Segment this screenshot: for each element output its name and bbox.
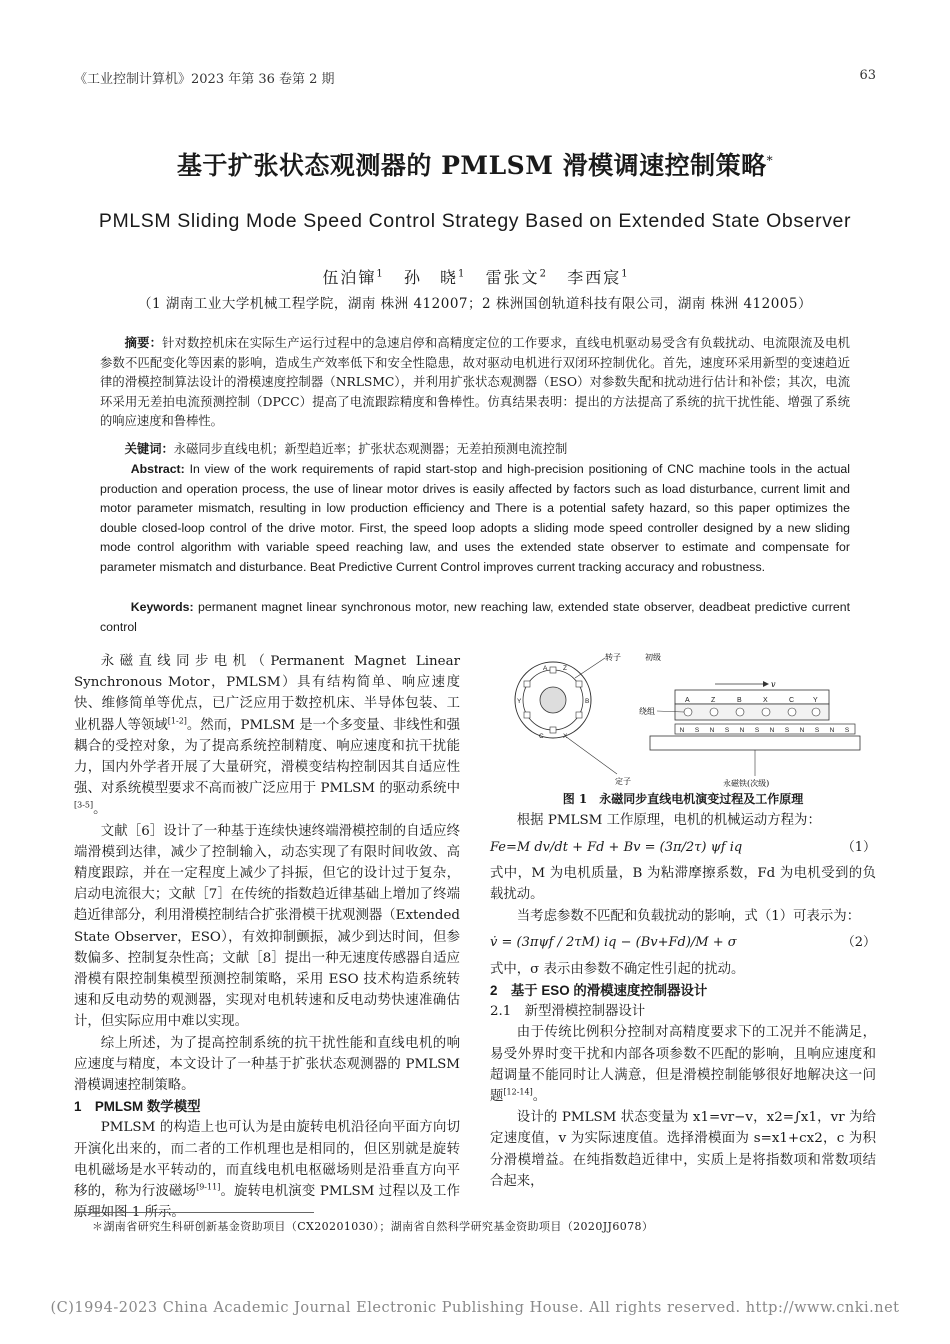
rotor-slot [550, 667, 556, 673]
citation: [9-11] [196, 1182, 221, 1192]
intro-text-cont: 。然而，PMLSM 是一个多变量、非线性和强耦合的受控对象，为了提高系统控制精度、响应速度和抗干扰能力，国内外学者开展了大量研究，滑模变结构控制因其自适应性强、对系统模型要求不高而被广泛应用于 PMLSM 的驱动系统中 [74, 717, 460, 797]
rotor-disc [540, 687, 566, 713]
smc-text-end: 。 [532, 1089, 547, 1105]
abstract-en-text: In view of the work requirements of rapid start-stop and high-precision positioning of CNC machine tools in the actual production and operation process, the use of linear motor drives is easily affected by factors such as load disturbance, current limit and motor parameter mismatch, resulting in low production efficiency and There is a potential safety hazard, so this paper optimizes the double closed-loop control of the drive motor. First, the speed loop adopts a sliding mode speed controller designed by a new sliding mode control algorithm with variable speed reaching law, and uses the extended state observer to estimate and compensate for parameter mismatch and disturbance. Beat Predictive Current Control improves current tracking accuracy and robustness. [100, 462, 851, 574]
keywords-en-label: Keywords: [130, 600, 194, 614]
velocity-arrowhead [763, 681, 769, 687]
stator-leader-line [565, 736, 617, 774]
title-footnote-mark: * [766, 153, 774, 168]
intro-text: 永磁直线同步电机（Permanent Magnet Linear Synchronous Motor，PMLSM）具有结构简单、响应速度快、维修简单等优点，已广泛应用于数控机床、半导体包装、工业机器人等领域 [74, 654, 460, 733]
right-column [490, 810, 876, 1192]
keywords-cn-text: 永磁同步直线电机；新型趋近率；扩张状态观测器；无差拍预测电流控制 [173, 442, 568, 456]
equation-1-explanation: 式中，M 为电机质量，B 为粘滞摩擦系数，Fd 为电机受到的负载扰动。 [490, 866, 876, 903]
magnet-pole: N [769, 727, 775, 734]
section1-text-end: 。旋转电机演变 PMLSM 过程以及工作原理如图 1 所示。 [74, 1184, 461, 1221]
winding-label: 绕组 [639, 707, 655, 716]
rotor-label: 转子 [605, 653, 621, 662]
intro-paragraph-2: 文献［6］设计了一种基于连续快速终端滑模控制的自适应终端滑模到达律，减少了控制输入，动态实现了有限时间收敛、高精度跟踪，并在一定程度上减少了抖振，但它的设计过于复杂，启动电流很大；文献［7］在传统的指数趋近律基础上增加了终端趋近律部分，利用滑模控制结合扩张滑模干扰观测器（Extended State Observer，ESO），有效抑制颤振，减少到达时间，但参数偏多、控制复杂性高；文献［8］提出一种无速度传感器自适应滑模有限控制集模型预测控制策略，采用 ESO 技术构造系统转速和反电动势的观测器，实现对电机转速和反电动势快速准确估计，但实际应用中难以实现。 [74, 823, 460, 1030]
citation: [12-14] [503, 1087, 533, 1097]
magnet-pole: N [679, 727, 685, 734]
rotor-leader-line [575, 658, 605, 678]
figure-1-caption: 图 1 永磁同步直线电机演变过程及工作原理 [562, 792, 804, 806]
coil [684, 708, 692, 716]
magnet-pole: S [814, 727, 820, 734]
left-column [74, 651, 460, 1223]
intro-text-end: 。 [93, 802, 107, 818]
coil [762, 708, 770, 716]
funding-footnote: ＊湖南省研究生科研创新基金资助项目（CX20201030）；湖南省自然科学研究基金资助项目（2020JJ6078） [92, 1220, 654, 1233]
stator-label: 定子 [615, 777, 631, 786]
author-list [0, 265, 950, 288]
section-heading-1: 1 PMLSM 数学模型 [74, 1099, 201, 1115]
rotor-slot [576, 681, 582, 687]
smc-paragraph-2: 设计的 PMLSM 状态变量为 x1=vr−v，x2=∫x1，vr 为给定速度值，v 为实际速度值。选择滑模面为 s=x1+cx2，c 为积分滑模增益。在纯指数趋近律中，实质上是将指数项和常数项结合起来， [490, 1110, 876, 1189]
keywords-en-text: permanent magnet linear synchronous motor, new reaching law, extended state observer, deadbeat predictive current control [100, 600, 850, 634]
keywords-cn-label: 关键词： [124, 441, 174, 456]
equation-1 [490, 831, 876, 863]
magnet-pole: S [784, 727, 790, 734]
rotor-slot [576, 712, 582, 718]
magnet-pole: N [799, 727, 805, 734]
slot-letter: Y [813, 697, 818, 704]
affiliation-line: （1 湖南工业大学机械工程学院，湖南 株洲 412007；2 株洲国创轨道科技有限公司，湖南 株洲 412005） [138, 296, 812, 312]
slot-letter: A [685, 697, 690, 704]
primary-label: 初级 [645, 653, 661, 662]
magnet-pole: N [739, 727, 745, 734]
rotor-slot [524, 712, 530, 718]
footnote-rule [74, 1212, 314, 1213]
title-chinese [0, 146, 950, 182]
coil [736, 708, 744, 716]
rotor-letter: Z [563, 665, 567, 672]
intro-paragraph-1 [74, 651, 460, 821]
running-header-journal: 《工业控制计算机》2023 年第 36 卷第 2 期 [74, 72, 335, 87]
slot-letter: C [789, 697, 795, 704]
equation-1-number: （1） [841, 839, 876, 855]
primary-slots [675, 704, 829, 720]
abstract-en-label: Abstract: [130, 462, 185, 476]
cnki-copyright-line: (C)1994-2023 China Academic Journal Electronic Publishing House. All rights reserved. http://www.cnki.net [50, 1300, 900, 1316]
author-affiliation-mark: 1 [621, 268, 628, 280]
author-name: 雷张文 [485, 268, 540, 287]
abstract-cn-label: 摘要： [124, 335, 163, 350]
section-heading-2: 2 基于 ESO 的滑模速度控制器设计 [490, 983, 708, 999]
equation-2-explanation: 式中，σ 表示由参数不确定性引起的扰动。 [490, 961, 745, 977]
slot-letter: B [737, 697, 742, 704]
secondary-label: 永磁铁(次级) [723, 779, 770, 788]
equation-2-body: v̇ = (3πψf / 2τM) iq − (Bv+Fd)/M + σ [490, 935, 737, 951]
keywords-english [100, 598, 850, 637]
citation: [3-5] [74, 800, 94, 810]
magnet-row [675, 724, 855, 734]
abstract-english [100, 460, 850, 577]
magnet-pole: S [844, 727, 850, 734]
magnet-pole: N [829, 727, 835, 734]
subsection-heading-2-1: 2.1 新型滑模控制器设计 [490, 1004, 646, 1020]
title-english: PMLSM Sliding Mode Speed Control Strategy Based on Extended State Observer [98, 210, 852, 232]
author-affiliation-mark: 2 [539, 268, 547, 280]
author-affiliation-mark: 1 [457, 268, 465, 280]
equation-2-number: （2） [841, 935, 876, 951]
title-cn-text: 基于扩张状态观测器的 PMLSM 滑模调速控制策略 [176, 151, 767, 180]
rotor-letter: Y [517, 698, 522, 705]
citation: [1-2] [167, 716, 187, 726]
secondary-back-iron [650, 736, 860, 750]
author-affiliation-mark: 1 [376, 268, 383, 280]
smc-text: 由于传统比例积分控制对高精度要求下的工况并不能满足，易受外界时变干扰和内部各项参数不匹配的影响，且响应速度和超调量不能同时让人满意，但是滑模控制能够很好地解决这一问题 [490, 1025, 876, 1105]
equation-2 [490, 927, 876, 959]
coil [710, 708, 718, 716]
section1-text: PMLSM 的构造上也可认为是由旋转电机沿径向平面方向切开演化出来的，而二者的工作机理也是相同的，但区别就是旋转电机磁场是水平转动的，而直线电机电枢磁场则是沿垂直方向平移的，称为行波磁场 [74, 1120, 460, 1200]
slot-letter: X [763, 697, 768, 704]
author-name: 李西宸 [567, 268, 622, 287]
rotor-letter: A [543, 665, 548, 672]
magnet-pole: S [724, 727, 730, 734]
velocity-label: v [771, 680, 776, 689]
intro-paragraph-3: 综上所述，为了提高控制系统的抗干扰性能和直线电机的响应速度与精度，本文设计了一种基于扩张状态观测器的 PMLSM 滑模调速控制策略。 [74, 1035, 460, 1094]
magnet-pole: N [709, 727, 715, 734]
magnet-pole: S [694, 727, 700, 734]
rotor-letter: B [585, 698, 590, 705]
motion-intro: 根据 PMLSM 工作原理，电机的机械运动方程为： [516, 813, 821, 828]
slot-letter: Z [711, 697, 716, 704]
rotor-slot [524, 681, 530, 687]
magnet-pole: S [754, 727, 760, 734]
author-name: 孙 晓 [403, 268, 458, 287]
rotor-slot [550, 727, 556, 733]
primary-core [675, 690, 829, 704]
coil [812, 708, 820, 716]
equation-1-body: Fe=M dv/dt + Fd + Bv = (3π/2τ) ψf iq [490, 839, 743, 855]
magnet-strip [675, 724, 855, 734]
smc-paragraph-1 [490, 1022, 876, 1107]
abstract-chinese [100, 333, 850, 432]
page-number: 63 [859, 68, 876, 83]
author-name: 伍泊镩 [322, 268, 377, 287]
coil [788, 708, 796, 716]
rotor-letter: X [563, 733, 568, 740]
keywords-chinese [100, 439, 850, 460]
figure-1-diagram [505, 648, 865, 788]
section1-paragraph [74, 1117, 460, 1223]
rotor-letter: C [539, 733, 544, 740]
abstract-cn-text: 针对数控机床在实际生产运行过程中的急速启停和高精度定位的工作要求，直线电机驱动易受含有负载扰动、电流限流及电机参数不匹配变化等因素的影响，造成生产效率低下和安全性隐患，故对驱动电机进行双闭环控制优化。首先，速度环采用新型的变速趋近律的滑模控制算法设计的滑模速度控制器（NRLSMC），并利用扩张状态观测器（ESO）对参数失配和扰动进行估计和补偿；其次，电流环采用无差拍电流预测控制（DPCC）提高了电流跟踪精度和鲁棒性。仿真结果表明：提出的方法提高了系统的抗干扰性能、增强了系统的响应速度和鲁棒性。 [100, 336, 850, 429]
mismatch-intro: 当考虑参数不匹配和负载扰动的影响，式（1）可表示为： [516, 908, 861, 924]
